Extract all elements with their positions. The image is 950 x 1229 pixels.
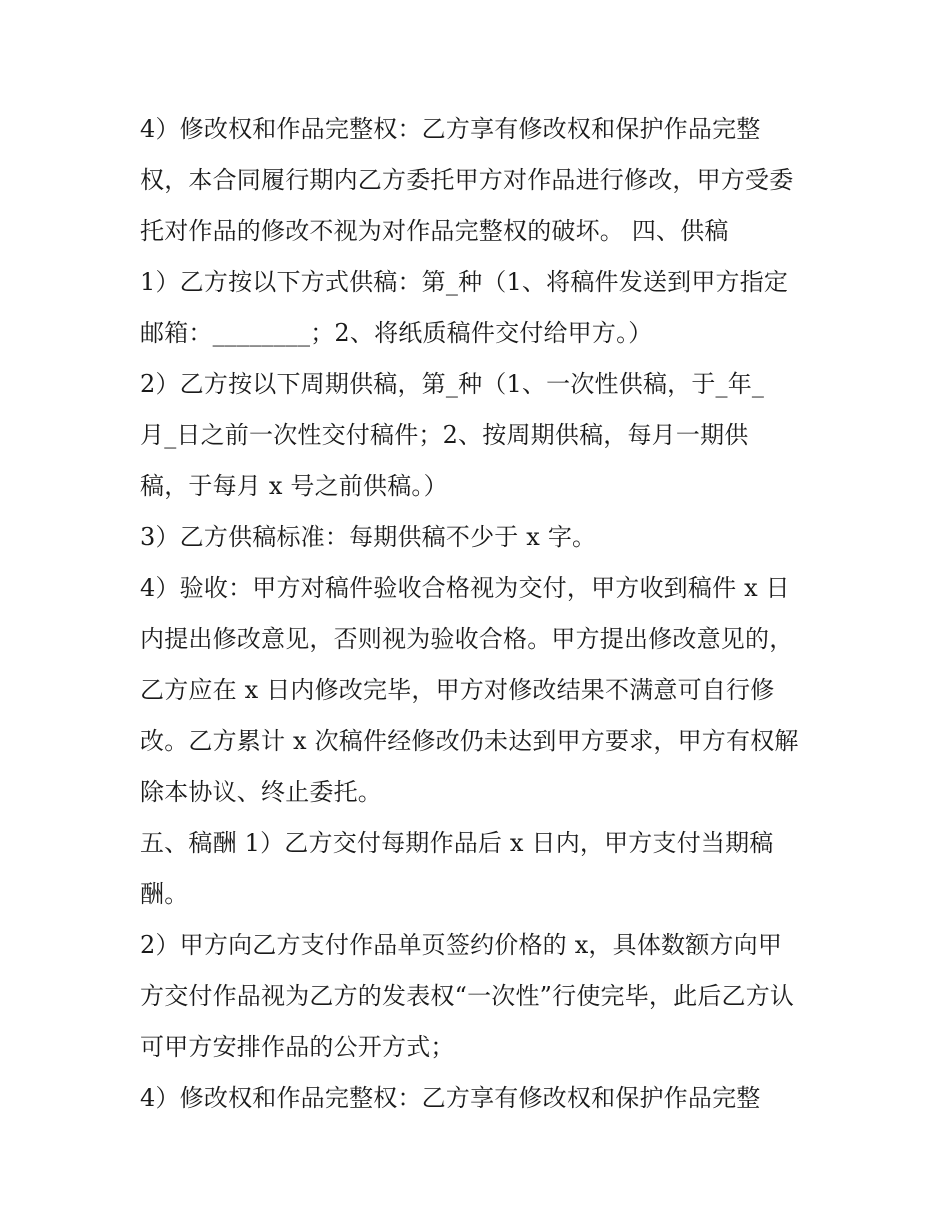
text-line: 稿，于每月 x 号之前供稿。） — [140, 472, 448, 500]
text-line: 内提出修改意见，否则视为验收合格。甲方提出修改意见的， — [140, 625, 794, 653]
text-line: 3）乙方供稿标准：每期供稿不少于 x 字。 — [140, 523, 597, 551]
text-line: 4）验收：甲方对稿件验收合格视为交付，甲方收到稿件 x 日 — [140, 574, 790, 602]
text-line: 托对作品的修改不视为对作品完整权的破坏。 四、供稿 — [140, 217, 729, 245]
text-line: 月_日之前一次性交付稿件；2、按周期供稿，每月一期供 — [140, 421, 749, 449]
text-line: 改。乙方累计 x 次稿件经修改仍未达到甲方要求，甲方有权解 — [140, 727, 799, 755]
text-line: 邮箱：________；2、将纸质稿件交付给甲方。） — [140, 319, 653, 347]
text-line: 4）修改权和作品完整权：乙方享有修改权和保护作品完整 — [140, 1084, 761, 1112]
text-line: 2）乙方按以下周期供稿，第_种（1、一次性供稿，于_年_ — [140, 370, 765, 398]
text-line: 2）甲方向乙方支付作品单页签约价格的 x，具体数额方向甲 — [140, 931, 783, 959]
text-line: 权，本合同履行期内乙方委托甲方对作品进行修改，甲方受委 — [140, 166, 794, 194]
text-line: 乙方应在 x 日内修改完毕，甲方对修改结果不满意可自行修 — [140, 676, 775, 704]
text-line: 酬。 — [140, 880, 189, 908]
text-line: 1）乙方按以下方式供稿：第_种（1、将稿件发送到甲方指定 — [140, 268, 789, 296]
text-line: 五、稿酬 1）乙方交付每期作品后 x 日内，甲方支付当期稿 — [140, 829, 774, 857]
contract-text-block — [140, 104, 820, 1124]
text-line: 方交付作品视为乙方的发表权“一次性”行使完毕，此后乙方认 — [140, 982, 795, 1010]
text-line: 除本协议、终止委托。 — [140, 778, 382, 806]
text-line: 4）修改权和作品完整权：乙方享有修改权和保护作品完整 — [140, 115, 761, 143]
text-line: 可甲方安排作品的公开方式； — [140, 1033, 455, 1061]
